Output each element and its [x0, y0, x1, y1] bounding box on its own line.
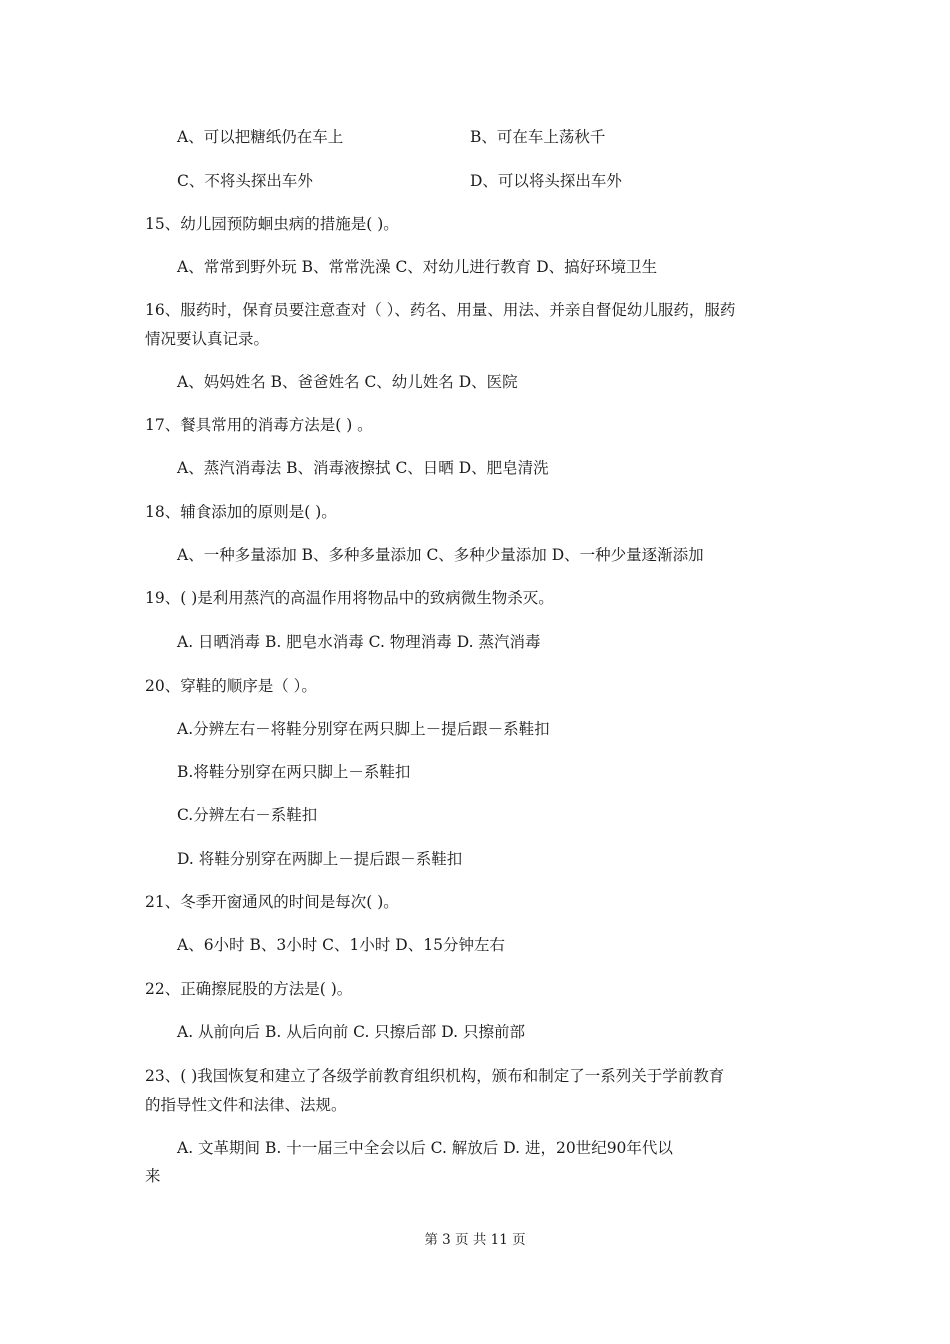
- option-14-a: A、可以把糖纸仍在车上: [177, 128, 344, 146]
- question-23-options: A. 文革期间 B. 十一届三中全会以后 C. 解放后 D. 进，20世纪90年代以: [177, 1139, 673, 1157]
- option-14-c: C、不将头探出车外: [177, 172, 313, 190]
- question-23-stem-line2: 的指导性文件和法律、法规。: [145, 1096, 347, 1114]
- option-14-d: D、可以将头探出车外: [470, 172, 622, 190]
- question-16-stem-line1: 16、服药时，保育员要注意查对（ ）、药名、用量、用法、并亲自督促幼儿服药，服药: [145, 301, 736, 319]
- question-22-options: A. 从前向后 B. 从后向前 C. 只擦后部 D. 只擦前部: [177, 1023, 525, 1041]
- question-15-options: A、常常到野外玩 B、常常洗澡 C、对幼儿进行教育 D、搞好环境卫生: [177, 258, 658, 276]
- question-17-options: A、蒸汽消毒法 B、消毒液擦拭 C、日晒 D、肥皂清洗: [177, 459, 549, 477]
- question-21-options: A、6小时 B、3小时 C、1小时 D、15分钟左右: [177, 936, 505, 954]
- question-23-stem-line1: 23、( )我国恢复和建立了各级学前教育组织机构，颁布和制定了一系列关于学前教育: [145, 1067, 725, 1085]
- question-15-stem: 15、幼儿园预防蛔虫病的措施是( )。: [145, 215, 399, 233]
- page-number-footer: 第 3 页 共 11 页: [424, 1232, 526, 1248]
- question-23-options-wrap: 来: [145, 1167, 161, 1185]
- question-20-stem: 20、穿鞋的顺序是（ ）。: [145, 677, 317, 695]
- question-16-stem-line2: 情况要认真记录。: [145, 330, 270, 348]
- question-18-options: A、一种多量添加 B、多种多量添加 C、多种少量添加 D、一种少量逐渐添加: [177, 546, 704, 564]
- question-16-options: A、妈妈姓名 B、爸爸姓名 C、幼儿姓名 D、医院: [177, 373, 518, 391]
- question-19-stem: 19、( )是利用蒸汽的高温作用将物品中的致病微生物杀灭。: [145, 589, 554, 607]
- question-17-stem: 17、餐具常用的消毒方法是( ) 。: [145, 416, 373, 434]
- question-22-stem: 22、正确擦屁股的方法是( )。: [145, 980, 353, 998]
- question-21-stem: 21、冬季开窗通风的时间是每次( )。: [145, 893, 399, 911]
- option-20-b: B.将鞋分别穿在两只脚上－系鞋扣: [177, 763, 411, 781]
- option-20-a: A.分辨左右－将鞋分别穿在两只脚上－提后跟－系鞋扣: [177, 720, 550, 738]
- option-14-b: B、可在车上荡秋千: [470, 128, 606, 146]
- option-20-d: D. 将鞋分别穿在两脚上－提后跟－系鞋扣: [177, 850, 463, 868]
- question-18-stem: 18、辅食添加的原则是( )。: [145, 503, 337, 521]
- option-20-c: C.分辨左右－系鞋扣: [177, 806, 318, 824]
- question-19-options: A. 日晒消毒 B. 肥皂水消毒 C. 物理消毒 D. 蒸汽消毒: [177, 633, 541, 651]
